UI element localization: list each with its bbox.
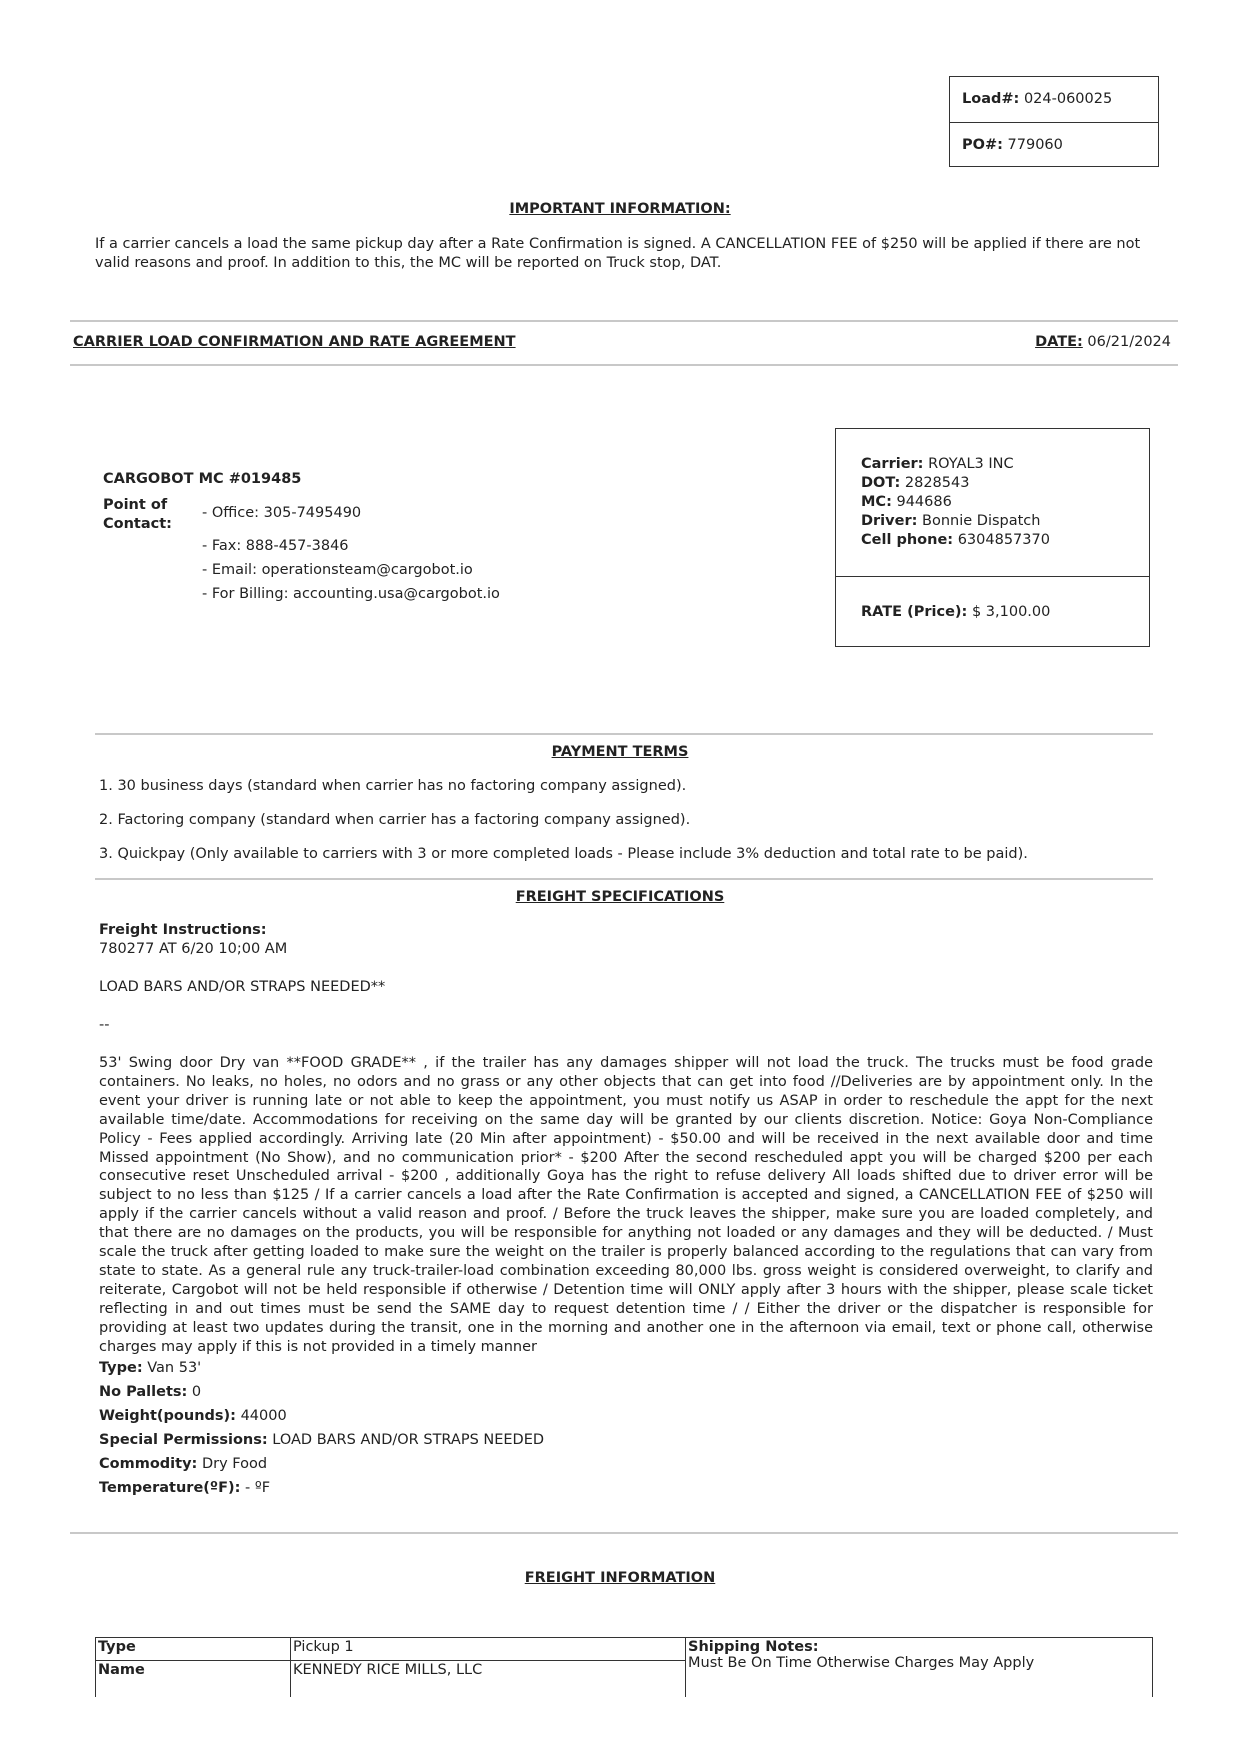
- po-number-label: PO#:: [962, 137, 1003, 153]
- spec-weight: Weight(pounds): 44000: [99, 1408, 287, 1424]
- contact-billing: - For Billing: accounting.usa@cargobot.io: [202, 586, 500, 602]
- table-row: [96, 1638, 1153, 1661]
- payment-term-item: 1. 30 business days (standard when carrier has no factoring company assigned).: [99, 778, 687, 794]
- important-info-text: If a carrier cancels a load the same pickup day after a Rate Confirmation is signed. A CANCELLATION FEE of $250 will be applied if there are not valid reasons and proof. In addition to this, the MC will be reported on Truck stop, DAT.: [95, 236, 1141, 271]
- freight-info-table: [95, 1637, 1153, 1697]
- instruction-line: 780277 AT 6/20 10;00 AM: [99, 941, 288, 957]
- mc-line: MC: 944686: [861, 494, 952, 510]
- instruction-line: LOAD BARS AND/OR STRAPS NEEDED**: [99, 979, 386, 995]
- po-number-row: [950, 122, 1158, 168]
- type-label-cell: Type: [96, 1638, 291, 1661]
- dot-line: DOT: 2828543: [861, 475, 970, 491]
- freight-info-title: FREIGHT INFORMATION: [524, 1570, 716, 1586]
- contact-office: - Office: 305-7495490: [202, 505, 362, 521]
- load-number-row: [950, 77, 1158, 122]
- contact-email: - Email: operationsteam@cargobot.io: [202, 562, 473, 578]
- rate-price: [861, 604, 1050, 620]
- rate-value: $ 3,100.00: [971, 604, 1051, 620]
- cell-phone-line: Cell phone: 6304857370: [861, 532, 1050, 548]
- spec-commodity: Commodity: Dry Food: [99, 1456, 268, 1472]
- agreement-title: CARRIER LOAD CONFIRMATION AND RATE AGREEMENT: [73, 334, 516, 350]
- shipping-notes-value: Must Be On Time Otherwise Charges May Apply: [688, 1655, 1035, 1671]
- payment-terms-title: PAYMENT TERMS: [551, 744, 689, 760]
- load-number-value: 024-060025: [1023, 91, 1113, 107]
- load-number-label: Load#:: [962, 91, 1020, 107]
- freight-specs-title: FREIGHT SPECIFICATIONS: [515, 889, 725, 905]
- rate-label: RATE (Price):: [861, 604, 968, 620]
- type-value-cell: Pickup 1: [291, 1638, 686, 1661]
- freight-instructions: [99, 921, 1153, 1357]
- payment-term-item: 2. Factoring company (standard when carrier has a factoring company assigned).: [99, 812, 691, 828]
- payment-term-item: 3. Quickpay (Only available to carriers with 3 or more completed loads - Please include 3% deduction and total rate to be paid).: [99, 846, 1028, 862]
- divider: [70, 1532, 1178, 1534]
- instruction-line: --: [99, 1017, 110, 1033]
- name-value-cell: KENNEDY RICE MILLS, LLC: [291, 1661, 686, 1698]
- shipping-notes-label: Shipping Notes:: [688, 1639, 819, 1655]
- point-of-contact-label: Point of Contact:: [103, 497, 172, 532]
- spec-permissions: Special Permissions: LOAD BARS AND/OR STRAPS NEEDED: [99, 1432, 545, 1448]
- spec-temperature: Temperature(ºF): - ºF: [99, 1480, 271, 1496]
- name-label-cell: Name: [96, 1661, 291, 1698]
- date-value: 06/21/2024: [1087, 334, 1171, 350]
- po-number-value: 779060: [1007, 137, 1063, 153]
- spec-pallets: No Pallets: 0: [99, 1384, 202, 1400]
- freight-instructions-label: Freight Instructions:: [99, 922, 267, 938]
- driver-line: Driver: Bonnie Dispatch: [861, 513, 1041, 529]
- load-number-box: [949, 76, 1159, 167]
- contact-fax: - Fax: 888-457-3846: [202, 538, 349, 554]
- carrier-box: [835, 428, 1150, 647]
- shipping-notes-cell: [686, 1638, 1153, 1698]
- important-info-title: IMPORTANT INFORMATION:: [509, 201, 731, 217]
- carrier-details: [836, 429, 1149, 577]
- spec-type: Type: Van 53': [99, 1360, 202, 1376]
- date-label: DATE:: [1035, 334, 1083, 350]
- divider: [70, 320, 1178, 322]
- agreement-date: [1035, 334, 1171, 350]
- carrier-line: Carrier: ROYAL3 INC: [861, 456, 1014, 472]
- divider: [95, 733, 1153, 735]
- divider: [95, 878, 1153, 880]
- divider: [70, 364, 1178, 366]
- broker-name: CARGOBOT MC #019485: [103, 471, 302, 487]
- instruction-paragraph: 53' Swing door Dry van **FOOD GRADE** , if the trailer has any damages shipper will not load the truck. The trucks must be food grade containers. No leaks, no holes, no odors and no grass or any other objects that can get into food //Deliveries are by appointment only. In the event your driver is running late or not able to keep the appointment, you must notify us ASAP in order to reschedule the appt for the next available time/date. Accommodations for receiving on the same day will be granted by our clients discretion. Notice: Goya Non-Compliance Policy - Fees applied accordingly. Arriving late (20 Min after appointment) - $50.00 and will be received in the next available door and time Missed appointment (No Show), and no communication prior* - $200 After the second rescheduled appt you will be charged $200 per each consecutive reset Unscheduled arrival - $200 , additionally Goya has the right to refuse delivery All loads shifted due to driver error will be subject to no less than $125 / If a carrier cancels a load after the Rate Confirmation is accepted and signed, a CANCELLATION FEE of $250 will apply if the carrier cancels without a valid reason and proof. / Before the truck leaves the shipper, make sure you are loaded completely, and that there are no damages on the products, you will be responsible for anything not loaded or any damages and they will be deducted. / Must scale the truck after getting loaded to make sure the weight on the trailer is properly balanced according to the regulations that can vary from state to state. As a general rule any truck-trailer-load combination exceeding 80,000 lbs. gross weight is considered overweight, to clarify and reiterate, Cargobot will not be held responsible if otherwise / Detention time will ONLY apply after 3 hours with the shipper, please scale ticket reflecting in and out times must be send the SAME day to request detention time / / Either the driver or the dispatcher is responsible for providing at least two updates during the transit, one in the morning and another one in the afternoon via email, text or phone call, otherwise charges may apply if this is not provided in a timely manner: [99, 1055, 1153, 1355]
